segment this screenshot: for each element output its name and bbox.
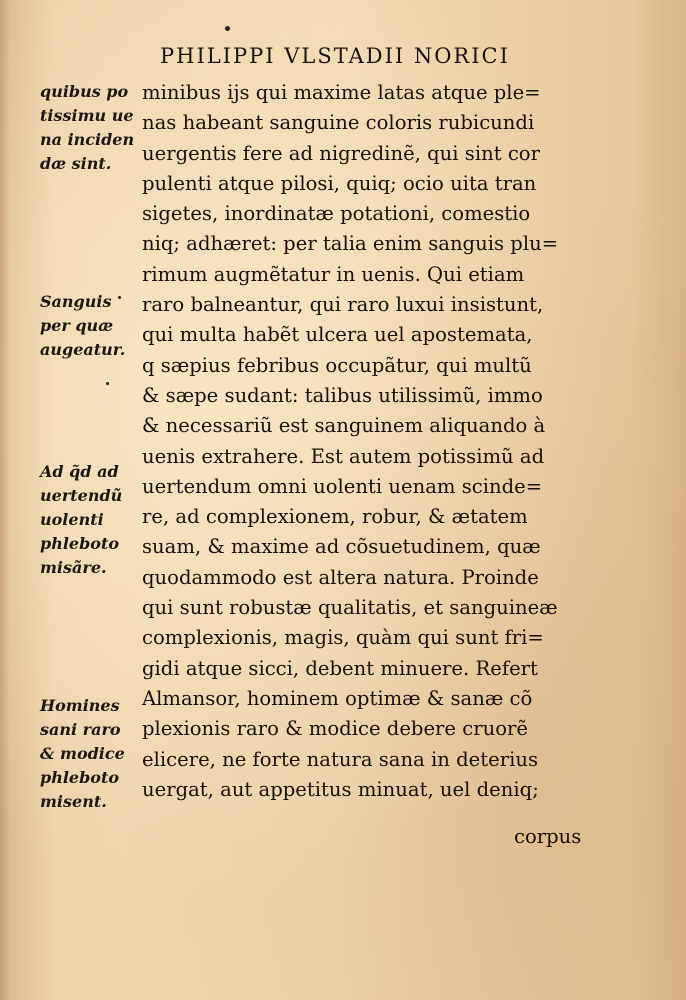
text-line: qui multa habẽt ulcera uel apostemata, — [142, 323, 533, 347]
marginal-note-line: quibus po — [40, 82, 129, 101]
text-line: qui sunt robustæ qualitatis, et sanguineæ — [142, 596, 558, 620]
text-line: elicere, ne forte natura sana in deterius — [142, 747, 539, 771]
marginal-note-line: per quæ — [40, 316, 114, 335]
text-line: complexionis, magis, quàm qui sunt fri= — [142, 626, 544, 650]
marginal-note-2 — [40, 290, 140, 362]
text-line: quodammodo est altera natura. Proinde — [142, 565, 539, 589]
text-line: pulenti atque pilosi, quiq; ocio uita tran — [142, 171, 537, 195]
text-line: & necessariũ est sanguinem aliquando à — [142, 414, 546, 438]
marginal-note-line: tissimu ue — [40, 106, 134, 125]
marginal-note-line: dæ sint. — [40, 154, 112, 173]
text-line: q sæpius febribus occupãtur, qui multũ — [142, 353, 532, 377]
text-line: uenis extrahere. Est autem potissimũ ad — [142, 444, 545, 468]
running-head: PHILIPPI VLSTADII NORICI — [160, 44, 510, 68]
catchword: corpus — [514, 825, 582, 848]
text-line: sigetes, inordinatæ potationi, comestio — [142, 202, 531, 226]
text-line: gidi atque sicci, debent minuere. Refert — [142, 656, 538, 680]
marginal-note-line: misãre. — [40, 558, 107, 577]
marginal-note-line: misent. — [40, 792, 107, 811]
text-line: plexionis raro & modice debere cruorẽ — [142, 717, 528, 741]
text-line: & sæpe sudant: talibus utilissimũ, immo — [142, 383, 543, 407]
ink-speck — [106, 382, 109, 385]
marginal-note-line: uolenti — [40, 510, 104, 529]
marginal-note-line: augeatur. — [40, 340, 126, 359]
marginal-note-4 — [40, 694, 140, 814]
marginal-note-line: Sanguis — [40, 292, 112, 311]
marginal-note-line: uertendũ — [40, 486, 123, 505]
text-line: raro balneantur, qui raro luxui insistunt, — [142, 293, 544, 317]
text-line: uertendum omni uolenti uenam scinde= — [142, 474, 543, 498]
text-line: rimum augmẽtatur in uenis. Qui etiam — [142, 262, 525, 286]
text-line: minibus ijs qui maxime latas atque ple= — [142, 81, 541, 104]
body-text — [142, 78, 602, 805]
page-edge-shadow — [0, 0, 10, 1000]
text-line: niq; adhæret: per talia enim sanguis plu= — [142, 232, 559, 256]
marginal-note-3 — [40, 460, 140, 580]
marginal-note-line: Ad q̃d ad — [40, 462, 119, 481]
text-line: uergat, aut appetitus minuat, uel deniq; — [142, 777, 539, 801]
marginal-note-line: sani raro — [40, 720, 121, 739]
text-line: nas habeant sanguine coloris rubicundi — [142, 111, 535, 135]
text-line: re, ad complexionem, robur, & ætatem — [142, 505, 528, 529]
marginal-note-line: & modice — [40, 744, 125, 763]
text-line: uergentis fere ad nigredinẽ, qui sint cor — [142, 141, 540, 165]
marginal-note-1 — [40, 80, 140, 176]
marginal-note-line: Homines — [40, 696, 120, 715]
marginal-note-line: phleboto — [40, 534, 119, 553]
ink-speck — [225, 26, 230, 31]
marginal-note-line: phleboto — [40, 768, 119, 787]
text-line: Almansor, hominem optimæ & sanæ cõ — [142, 686, 533, 710]
text-line: suam, & maxime ad cõsuetudinem, quæ — [142, 535, 541, 559]
ink-speck — [118, 296, 121, 299]
marginal-note-line: na inciden — [40, 130, 135, 149]
